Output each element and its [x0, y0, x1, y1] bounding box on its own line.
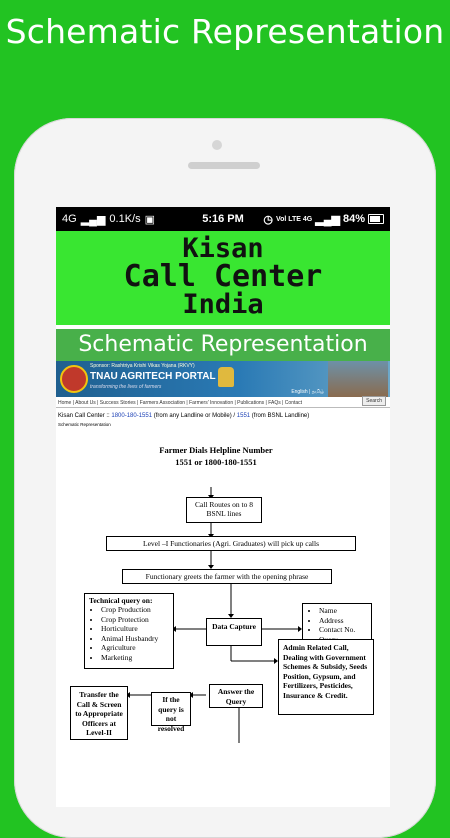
- tech-query-title: Technical query on:: [89, 596, 153, 605]
- phone-screen: [56, 207, 390, 807]
- tech-item: • Horticulture: [101, 624, 169, 634]
- not-resolved-box: If the query is not resolved: [151, 692, 191, 726]
- page-subheading: Schematic Representation: [56, 329, 390, 361]
- flow-diagram: [56, 433, 390, 807]
- data-item: • Contact No.: [319, 625, 367, 635]
- call-routes-box: Call Routes on to 8 BSNL lines: [186, 497, 262, 523]
- earpiece: [188, 162, 260, 169]
- banner-line-2: Call Center: [123, 259, 323, 294]
- admin-box: Admin Related Call, Dealing with Government Schemes & Subsidy, Seeds Position, Gypsum, and Fertilizers, Pesticides, Insurance & Credit.: [278, 639, 374, 715]
- language-switch[interactable]: English | தமிழ்: [291, 389, 324, 395]
- diagram-title-2: 1551 or 1800-180-1551: [175, 457, 257, 467]
- building-image: [328, 361, 388, 397]
- portal-sponsor: Sponsor: Rashtriya Krishi Vikas Yojana (RKVY): [90, 363, 195, 369]
- kcc-number-1[interactable]: 1800-180-1551: [111, 413, 153, 419]
- front-camera: [212, 140, 222, 150]
- kcc-number-2[interactable]: 1551: [236, 413, 251, 419]
- greets-box: Functionary greets the farmer with the opening phrase: [122, 569, 332, 584]
- portal-tagline: transforming the lives of farmers: [90, 384, 162, 390]
- tn-govt-emblem-icon: [218, 367, 234, 387]
- diagram-title-1: Farmer Dials Helpline Number: [159, 445, 273, 455]
- tech-item: • Agriculture: [101, 643, 169, 653]
- banner-line-3: India: [182, 289, 264, 320]
- search-button[interactable]: Search: [362, 396, 386, 406]
- network2-label: Vol LTE 4G: [275, 215, 313, 223]
- tech-item: • Marketing: [101, 653, 169, 663]
- kcc-line: [56, 408, 390, 419]
- data-capture-box: Data Capture: [206, 618, 262, 646]
- data-item: • Name: [319, 606, 367, 616]
- level1-box: Level –I Functionaries (Agri. Graduates) will pick up calls: [106, 536, 356, 551]
- network-label: 4G: [62, 213, 77, 225]
- tech-item: • Animal Husbandry: [101, 634, 169, 644]
- tnau-emblem-icon: [60, 365, 88, 393]
- sim-icon: ▣: [144, 213, 155, 226]
- answer-box: Answer the Query: [209, 684, 263, 708]
- kcc-prefix: Kisan Call Center ::: [58, 413, 112, 419]
- portal-header: [56, 361, 390, 397]
- battery-label: 84%: [342, 213, 365, 225]
- transfer-box: Transfer the Call & Screen to Appropriate Officers at Level-II: [70, 686, 128, 740]
- tech-item: • Crop Production: [101, 605, 169, 615]
- headline: Schematic Representation: [5, 12, 445, 51]
- portal-name: TNAU AGRITECH PORTAL: [90, 371, 216, 382]
- app-banner: [56, 231, 390, 325]
- nav-links[interactable]: Home | About Us | Success Stories | Farmers Association | Farmers' Innovation | Publications | FAQs | Contact: [58, 400, 303, 406]
- banner-line-1: Kisan: [182, 233, 264, 264]
- data-item: • Address: [319, 616, 367, 626]
- status-bar: [56, 207, 390, 231]
- kcc-suffix: (from BSNL Landline): [250, 413, 310, 419]
- portal-nav: [56, 397, 390, 408]
- tech-query-box: [84, 593, 174, 669]
- signal2-icon: ▂▄▆: [315, 213, 340, 226]
- clock: 5:16 PM: [202, 213, 244, 225]
- speed-label: 0.1K/s: [109, 213, 141, 225]
- tech-query-list: [89, 605, 169, 662]
- schematic-label: Schematic Representation: [58, 422, 111, 427]
- battery-icon: [368, 214, 384, 224]
- alarm-icon: ◷: [263, 213, 273, 226]
- kcc-mid: (from any Landline or Mobile) /: [152, 413, 237, 419]
- signal-icon: ▂▄▆: [80, 213, 106, 226]
- tech-item: • Crop Protection: [101, 615, 169, 625]
